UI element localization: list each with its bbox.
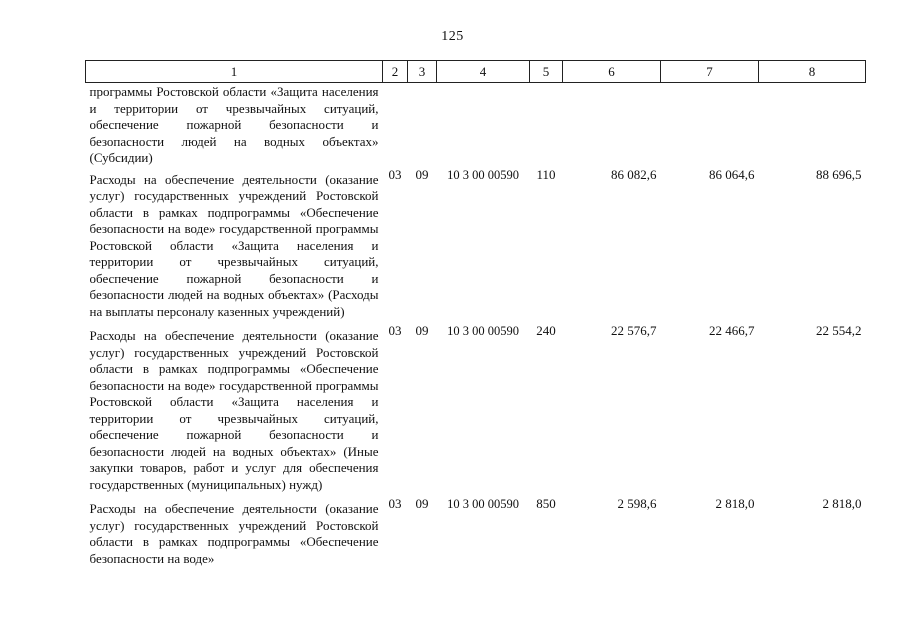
- col-header-5: 5: [530, 61, 563, 83]
- row-target-item: 10 3 00 00590: [447, 167, 519, 182]
- row-amount-col6: 2 598,6: [617, 496, 657, 511]
- row-description: программы Ростовской области «Защита населения и территории от чрезвычайных ситуаций, обеспечение пожарной безопасности и безопасности людей на водных объектах» (Субсидии): [89, 84, 379, 165]
- row-target-item: 10 3 00 00590: [447, 497, 519, 511]
- row-amount-col8: 88 696,5: [816, 166, 862, 182]
- row-expense-type: 850: [536, 496, 556, 511]
- row-amount-col7: 22 466,7: [709, 323, 755, 338]
- row-expense-type: 110: [536, 166, 556, 182]
- row-amount-col7: [661, 83, 759, 167]
- row-expense-type: [530, 83, 563, 167]
- row-target-item: [437, 83, 530, 167]
- col-header-8: 8: [759, 61, 866, 83]
- row-subsection: 09: [415, 166, 429, 182]
- row-section: [383, 83, 408, 167]
- table-row: [86, 323, 866, 496]
- row-description: Расходы на обеспечение деятельности (оказание услуг) государственных учреждений Ростовской области в рамках подпрограммы «Обеспечение безопасности на воде» государственной программы Ростовской области «Защита населения и территории от чрезвычайных ситуаций, обеспечение пожарной безопасности и безопасности людей на водных объектах» (Иные закупки товаров, работ и услуг для обеспечения государственных (муниципальных) нужд): [89, 328, 379, 492]
- row-description: Расходы на обеспечение деятельности (оказание услуг) государственных учреждений Ростовской области в рамках подпрограммы «Обеспечение безопасности на воде» государственной программы Ростовской области «Защита населения и территории от чрезвычайных ситуаций, обеспечение пожарной безопасности и безопасности людей на водных объектах» (Расходы на выплаты персоналу казенных учреждений): [89, 171, 379, 319]
- table-row: [86, 167, 866, 324]
- budget-table: [85, 60, 866, 570]
- row-target-item: 10 3 00 00590: [447, 324, 519, 338]
- row-subsection: [408, 83, 437, 167]
- row-expense-type: 240: [536, 323, 556, 338]
- col-header-2: 2: [383, 61, 408, 83]
- row-section: 03: [388, 166, 402, 182]
- table-row: [86, 496, 866, 570]
- row-subsection: 09: [415, 323, 429, 338]
- row-amount-col6: 22 576,7: [611, 323, 657, 338]
- row-amount-col6: [563, 83, 661, 167]
- col-header-1: 1: [86, 61, 383, 83]
- row-amount-col8: 2 818,0: [822, 496, 862, 511]
- col-header-4: 4: [437, 61, 530, 83]
- row-amount-col7: 86 064,6: [709, 166, 755, 182]
- row-section: 03: [388, 323, 402, 338]
- row-subsection: 09: [415, 496, 429, 511]
- table-row: [86, 83, 866, 167]
- row-amount-col6: 86 082,6: [611, 166, 657, 182]
- row-description: Расходы на обеспечение деятельности (оказание услуг) государственных учреждений Ростовской области в рамках подпрограммы «Обеспечение безопасности на воде»: [89, 501, 379, 566]
- col-header-3: 3: [408, 61, 437, 83]
- row-section: 03: [388, 496, 402, 511]
- header-row: [86, 61, 866, 83]
- col-header-6: 6: [563, 61, 661, 83]
- row-amount-col8: 22 554,2: [816, 323, 862, 338]
- col-header-7: 7: [661, 61, 759, 83]
- row-amount-col7: 2 818,0: [715, 496, 755, 511]
- page-number: 125: [441, 29, 464, 44]
- row-amount-col8: [759, 83, 866, 167]
